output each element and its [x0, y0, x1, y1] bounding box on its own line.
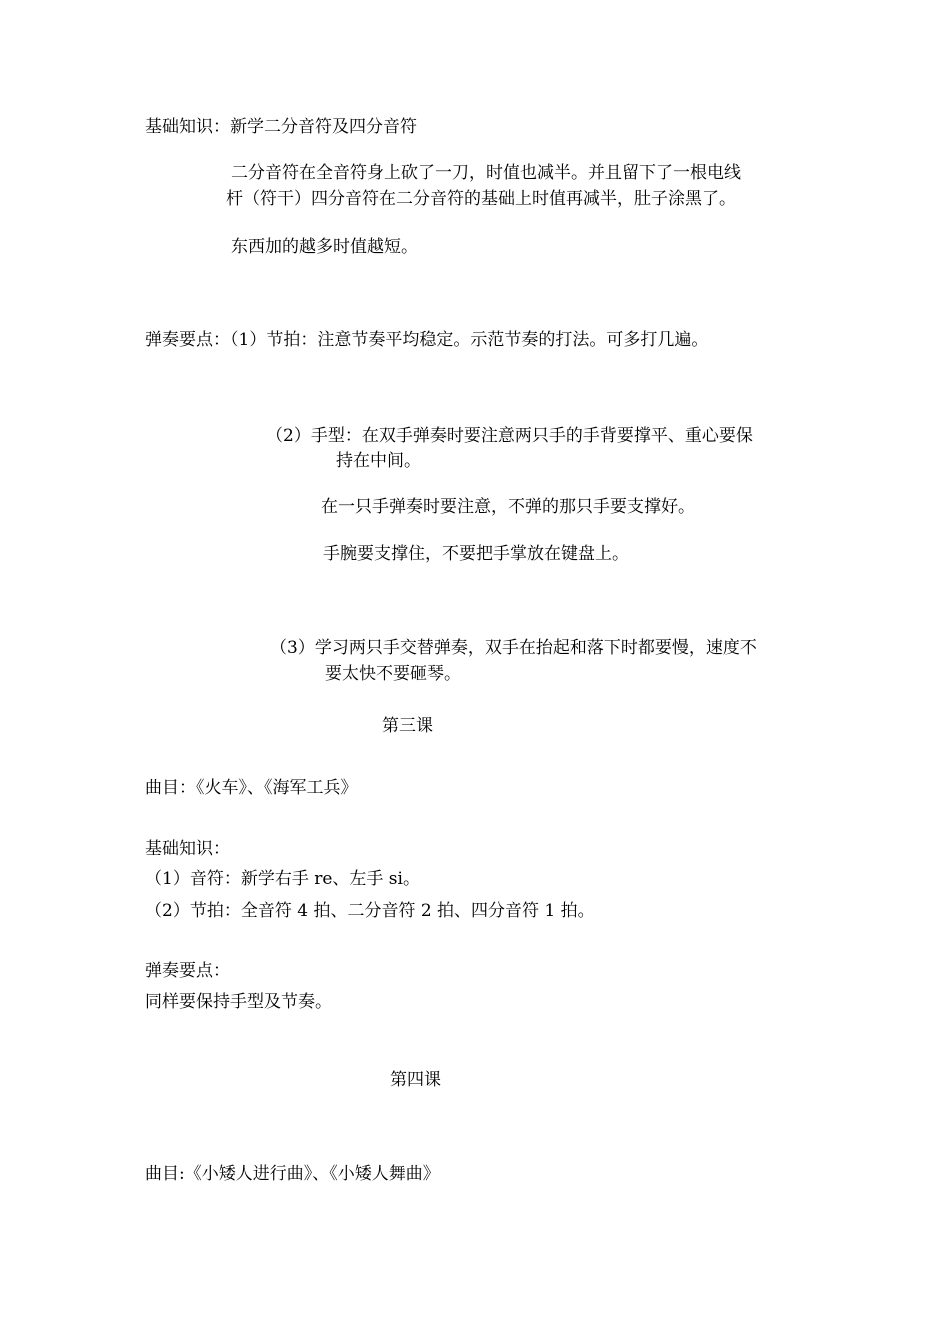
lesson-3-title: 第三课 — [382, 716, 433, 736]
lesson-3-basic-knowledge-heading: 基础知识： — [145, 839, 230, 859]
lesson-3-pieces: 曲目：《火车》、《海军工兵》 — [145, 778, 358, 798]
point-2-line: （2）手型：在双手弹奏时要注意两只手的手背要撑平、重心要保 — [266, 426, 753, 446]
paragraph-line: 二分音符在全音符身上砍了一刀，时值也减半。并且留下了一根电线 — [231, 163, 741, 183]
lesson-3-playing-points-text: 同样要保持手型及节奏。 — [145, 992, 332, 1012]
point-2-line: 持在中间。 — [336, 451, 421, 471]
lesson-3-playing-points-heading: 弹奏要点： — [145, 961, 230, 981]
point-2-note: 在一只手弹奏时要注意，不弹的那只手要支撑好。 — [321, 497, 695, 517]
playing-points-line: 弹奏要点：（1）节拍：注意节奏平均稳定。示范节奏的打法。可多打几遍。 — [145, 330, 709, 350]
paragraph-line: 杆（符干）四分音符在二分音符的基础上时值再减半，肚子涂黑了。 — [226, 189, 736, 209]
point-3-line: 要太快不要砸琴。 — [325, 664, 461, 684]
lesson-3-basic-item: （2）节拍：全音符 4 拍、二分音符 2 拍、四分音符 1 拍。 — [145, 901, 595, 921]
lesson-4-pieces: 曲目:《小矮人进行曲》、《小矮人舞曲》 — [145, 1164, 440, 1184]
paragraph-line: 东西加的越多时值越短。 — [231, 237, 418, 257]
lesson-3-basic-item: （1）音符：新学右手 re、左手 si。 — [145, 869, 420, 889]
point-2-note: 手腕要支撑住，不要把手掌放在键盘上。 — [323, 544, 629, 564]
lesson-4-title: 第四课 — [390, 1070, 441, 1090]
basic-knowledge-heading: 基础知识：新学二分音符及四分音符 — [145, 117, 417, 137]
point-3-line: （3）学习两只手交替弹奏，双手在抬起和落下时都要慢，速度不 — [270, 638, 757, 658]
